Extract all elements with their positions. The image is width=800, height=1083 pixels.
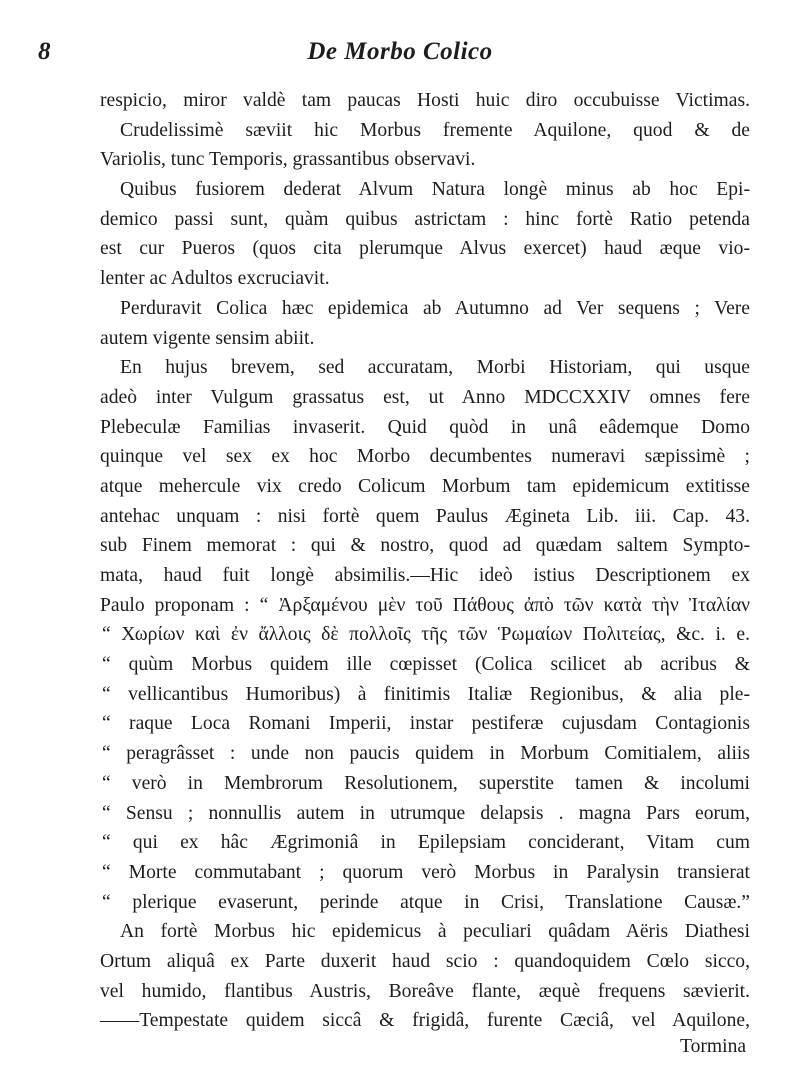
page-number: 8 <box>38 38 51 65</box>
text-line: “ Sensu ; nonnullis autem in utrumque delapsis . magna Pars eorum, <box>102 802 750 824</box>
text-line: “ quùm Morbus quidem ille cœpisset (Colica scilicet ab acribus & <box>102 654 750 676</box>
text-line: demico passi sunt, quàm quibus astrictam : hinc fortè Ratio petenda <box>100 208 750 230</box>
text-line: “ peragrâsset : unde non paucis quidem in Morbum Comitialem, aliis <box>102 743 750 765</box>
text-line: “ vellicantibus Humoribus) à finitimis Italiæ Regionibus, & alia ple- <box>102 683 750 705</box>
text-line: autem vigente sensim abiit. <box>100 327 315 349</box>
text-line: ——Tempestate quidem siccâ & frigidâ, furente Cæciâ, vel Aquilone, <box>100 1010 750 1032</box>
text-line: Paulo proponam : “ Ἀρξαμένου μὲν τοῦ Πάθους ἀπὸ τῶν κατὰ τὴν Ἰταλίαν <box>100 594 750 616</box>
text-line: Plebeculæ Familias invaserit. Quid quòd in unâ eâdemque Domo <box>100 416 750 438</box>
running-head <box>38 38 762 74</box>
text-line: est cur Pueros (quos cita plerumque Alvus exercet) haud æque vio- <box>100 238 750 260</box>
text-line: vel humido, flantibus Austris, Boreâve flante, æquè frequens sævierit. <box>100 980 750 1002</box>
text-line: An fortè Morbus hic epidemicus à peculiari quâdam Aëris Diathesi <box>120 921 750 943</box>
text-line: Variolis, tunc Temporis, grassantibus observavi. <box>100 149 476 171</box>
text-line: Perduravit Colica hæc epidemica ab Autumno ad Ver sequens ; Vere <box>120 297 750 319</box>
text-line: “ raque Loca Romani Imperii, instar pestiferæ cujusdam Contagionis <box>102 713 750 735</box>
text-line: Crudelissimè sæviit hic Morbus fremente Aquilone, quod & de <box>120 119 750 141</box>
text-line: atque mehercule vix credo Colicum Morbum tam epidemicum extitisse <box>100 475 750 497</box>
text-line: mata, haud fuit longè absimilis.—Hic ideò istius Descriptionem ex <box>100 565 750 586</box>
text-line: “ verò in Membrorum Resolutionem, superstite tamen & incolumi <box>102 772 750 794</box>
text-line: Quibus fusiorem dederat Alvum Natura longè minus ab hoc Epi- <box>120 179 750 201</box>
text-line: lenter ac Adultos excruciavit. <box>100 268 330 290</box>
text-line: “ Χωρίων καὶ ἐν ἄλλοις δὲ πολλοῖς τῆς τῶν Ῥωμαίων Πολιτείας, &c. i. e. <box>102 624 750 646</box>
body-text <box>100 86 750 1036</box>
page-title: De Morbo Colico <box>307 38 493 65</box>
text-line: En hujus brevem, sed accuratam, Morbi Historiam, qui usque <box>120 357 750 379</box>
text-line: “ plerique evaserunt, perinde atque in Crisi, Translatione Causæ.” <box>102 891 750 913</box>
text-line: antehac unquam : nisi fortè quem Paulus Ægineta Lib. iii. Cap. 43. <box>100 505 750 527</box>
catchword: Tormina <box>680 1036 747 1057</box>
text-line: Ortum aliquâ ex Parte duxerit haud scio : quandoquidem Cœlo sicco, <box>100 950 750 972</box>
text-line: “ qui ex hâc Ægrimoniâ in Epilepsiam conciderant, Vitam cum <box>102 832 750 854</box>
text-line: adeò inter Vulgum grassatus est, ut Anno MDCCXXIV omnes fere <box>100 386 750 408</box>
text-line: sub Finem memorat : qui & nostro, quod ad quædam saltem Sympto- <box>100 535 750 557</box>
text-line: quinque vel sex ex hoc Morbo decumbentes numeravi sæpissimè ; <box>100 446 750 468</box>
text-line: “ Morte commutabant ; quorum verò Morbus in Paralysin transierat <box>102 861 750 883</box>
text-line: respicio, miror valdè tam paucas Hosti huic diro occubuisse Victimas. <box>100 90 750 111</box>
